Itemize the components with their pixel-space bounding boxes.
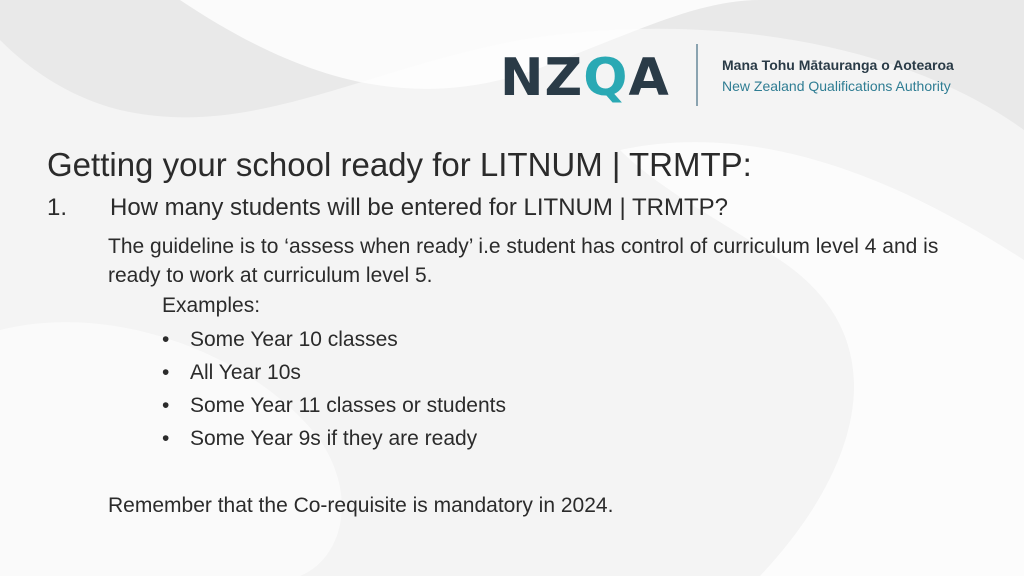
logo-letter-q: Q — [583, 48, 629, 108]
examples-list — [162, 326, 506, 458]
nzqa-wordmark — [500, 50, 670, 106]
list-item — [162, 326, 506, 359]
example-text: All Year 10s — [190, 361, 301, 384]
logo-english-name: New Zealand Qualifications Authority — [722, 78, 951, 94]
example-text: Some Year 10 classes — [190, 328, 398, 351]
nzqa-logo — [500, 44, 970, 108]
example-text: Some Year 9s if they are ready — [190, 427, 478, 450]
logo-letters-nz: NZ — [500, 48, 584, 108]
logo-letter-a: A — [628, 48, 670, 108]
examples-label: Examples: — [162, 294, 261, 317]
bullet-icon: • — [162, 427, 170, 450]
example-text: Some Year 11 classes or students — [190, 394, 506, 417]
slide-title: Getting your school ready for LITNUM | TRMTP: — [47, 146, 752, 184]
list-item — [162, 425, 506, 458]
reminder-text: Remember that the Co-requisite is mandatory in 2024. — [108, 494, 614, 517]
list-item — [162, 392, 506, 425]
question-number: 1. — [47, 194, 68, 221]
bullet-icon: • — [162, 394, 170, 417]
bullet-icon: • — [162, 328, 170, 351]
logo-divider — [696, 44, 698, 106]
list-item — [162, 359, 506, 392]
bullet-icon: • — [162, 361, 170, 384]
logo-maori-name: Mana Tohu Mātauranga o Aotearoa — [722, 57, 954, 73]
guideline-text: The guideline is to ‘assess when ready’ i.e student has control of curriculum level 4 and is ready to work at curriculum level 5. — [108, 235, 939, 287]
question-text: How many students will be entered for LITNUM | TRMTP? — [110, 194, 728, 221]
